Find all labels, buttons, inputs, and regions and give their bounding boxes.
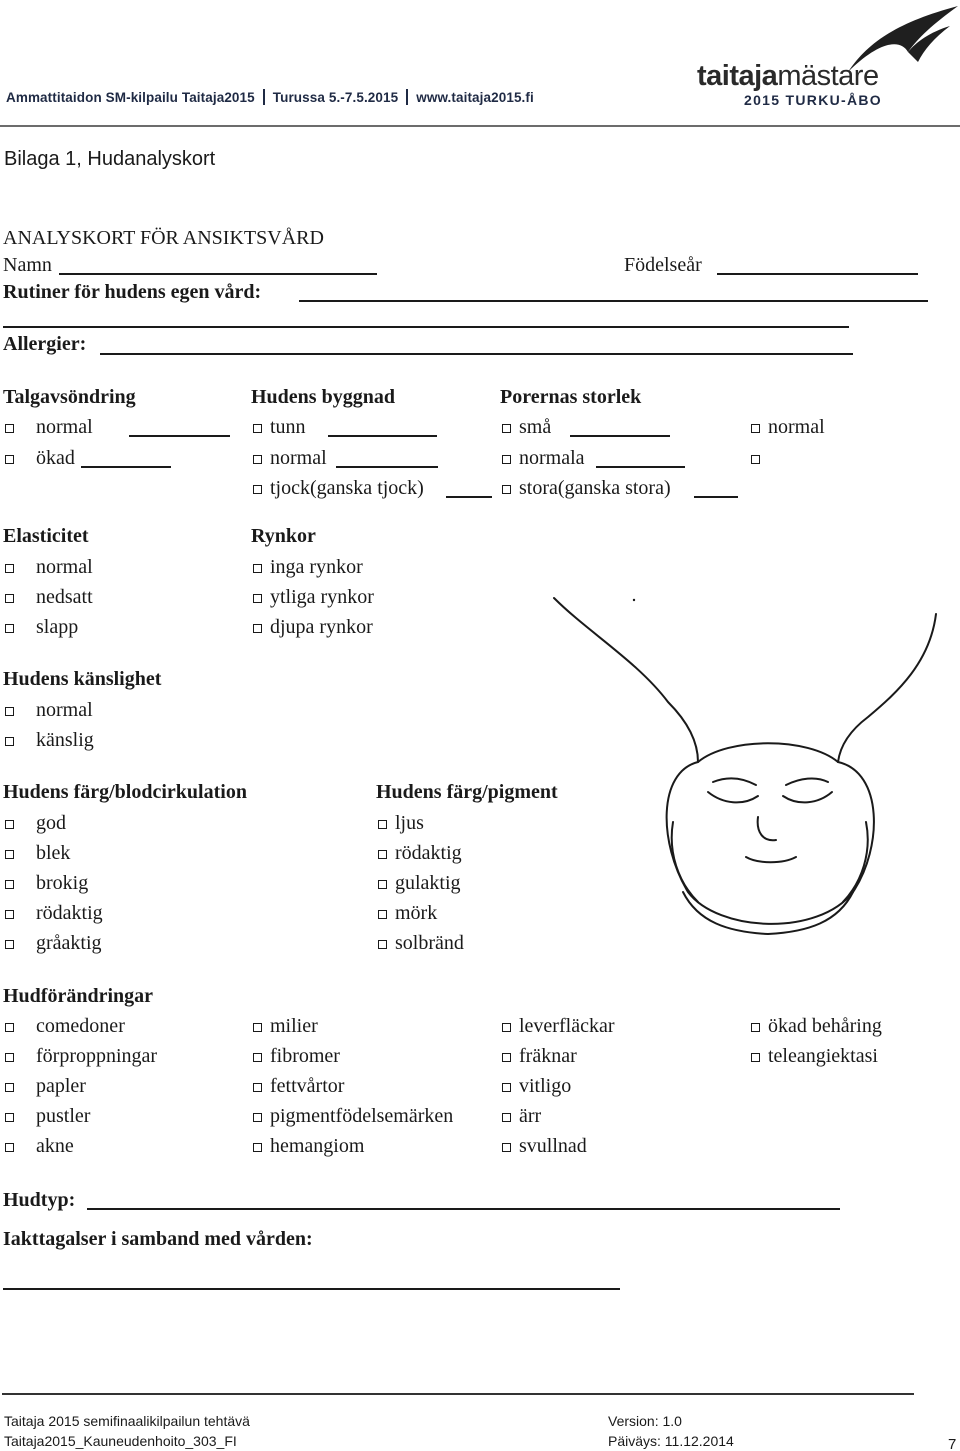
checkbox[interactable] [253, 455, 262, 464]
competition-name: Ammattitaidon SM-kilpailu Taitaja2015 [6, 90, 255, 105]
header-divider [0, 125, 960, 127]
checkbox[interactable] [253, 1143, 262, 1152]
checkbox[interactable] [378, 850, 387, 859]
pigment-option: ljus [395, 812, 424, 834]
page-number: 7 [948, 1436, 957, 1451]
checkbox[interactable] [5, 707, 14, 716]
checkbox[interactable] [5, 564, 14, 573]
competition-info [6, 89, 534, 105]
checkbox[interactable] [253, 1113, 262, 1122]
checkbox[interactable] [253, 624, 262, 633]
checkbox[interactable] [253, 594, 262, 603]
divider [263, 89, 265, 105]
checkbox[interactable] [253, 1053, 262, 1062]
logo-subtitle: 2015 TURKU-ÅBO [744, 92, 882, 108]
note-field[interactable] [81, 466, 171, 468]
checkbox[interactable] [502, 1053, 511, 1062]
skin-change-option: hemangiom [270, 1135, 365, 1157]
skin-change-option: pigmentfödelsemärken [270, 1105, 454, 1127]
checkbox[interactable] [5, 737, 14, 746]
checkbox[interactable] [253, 424, 262, 433]
checkbox[interactable] [5, 624, 14, 633]
skin-change-option: pustler [36, 1105, 91, 1127]
wrinkles-heading: Rynkor [251, 525, 316, 547]
note-field[interactable] [694, 496, 738, 498]
routines-field[interactable] [299, 300, 928, 302]
pigment-option: mörk [395, 902, 438, 924]
allergies-field[interactable] [100, 353, 853, 355]
checkbox[interactable] [5, 940, 14, 949]
checkbox[interactable] [5, 880, 14, 889]
logo-wordmark: taitajamästare [697, 60, 879, 92]
birthyear-field[interactable] [717, 273, 918, 275]
footer-version: Version: 1.0 [608, 1413, 682, 1429]
pore-heading: Porernas storlek [500, 386, 642, 408]
circulation-option: rödaktig [36, 902, 103, 924]
skin-type-label: Hudtyp: [3, 1189, 76, 1211]
skin-changes-heading: Hudförändringar [3, 985, 154, 1007]
sensitivity-heading: Hudens känslighet [3, 668, 162, 690]
competition-website: www.taitaja2015.fi [416, 90, 534, 105]
note-field[interactable] [446, 496, 492, 498]
sebum-option: normal [36, 416, 93, 438]
checkbox[interactable] [5, 1053, 14, 1062]
structure-heading: Hudens byggnad [251, 386, 395, 408]
checkbox[interactable] [5, 1143, 14, 1152]
checkbox[interactable] [5, 850, 14, 859]
wrinkles-option: inga rynkor [270, 556, 363, 578]
checkbox[interactable] [5, 910, 14, 919]
skin-change-option: teleangiektasi [768, 1045, 878, 1067]
pore-option: normala [519, 447, 585, 469]
observations-field[interactable] [3, 1288, 620, 1290]
checkbox[interactable] [751, 424, 760, 433]
skin-change-option: ärr [519, 1105, 542, 1127]
checkbox[interactable] [5, 455, 14, 464]
skin-change-option: vitligo [519, 1075, 572, 1097]
elasticity-option: slapp [36, 616, 79, 638]
skin-change-option: ökad behåring [768, 1015, 882, 1037]
note-field[interactable] [336, 466, 438, 468]
skin-change-option: fräknar [519, 1045, 577, 1067]
structure-option: tjock(ganska tjock) [270, 477, 424, 499]
circulation-heading: Hudens färg/blodcirkulation [3, 781, 247, 803]
pigment-option: solbränd [395, 932, 464, 954]
sebum-heading: Talgavsöndring [3, 386, 136, 408]
footer-divider [2, 1393, 914, 1395]
elasticity-heading: Elasticitet [3, 525, 89, 547]
checkbox[interactable] [751, 1023, 760, 1032]
card-title: ANALYSKORT FÖR ANSIKTSVÅRD [3, 227, 324, 249]
name-field[interactable] [59, 273, 377, 275]
checkbox[interactable] [378, 910, 387, 919]
wrinkles-option: ytliga rynkor [270, 586, 374, 608]
checkbox[interactable] [5, 1083, 14, 1092]
checkbox[interactable] [253, 1023, 262, 1032]
footer-file: Taitaja2015_Kauneudenhoito_303_FI [4, 1433, 237, 1449]
note-field[interactable] [570, 435, 670, 437]
checkbox[interactable] [253, 485, 262, 494]
checkbox[interactable] [5, 594, 14, 603]
competition-location: Turussa 5.-7.5.2015 [272, 90, 399, 105]
skin-change-option: milier [270, 1015, 318, 1037]
skin-change-option: fettvårtor [270, 1075, 345, 1097]
sebum-option: ökad [36, 447, 75, 469]
elasticity-option: nedsatt [36, 586, 93, 608]
checkbox[interactable] [253, 1083, 262, 1092]
note-field[interactable] [328, 435, 437, 437]
checkbox[interactable] [253, 564, 262, 573]
checkbox[interactable] [5, 424, 14, 433]
footer-task: Taitaja 2015 semifinaalikilpailun tehtävä [4, 1413, 250, 1429]
checkbox[interactable] [502, 424, 511, 433]
routines-label: Rutiner för hudens egen vård: [3, 281, 262, 303]
elasticity-option: normal [36, 556, 93, 578]
pigment-heading: Hudens färg/pigment [376, 781, 558, 803]
name-label: Namn [3, 254, 52, 276]
skin-change-option: fibromer [270, 1045, 340, 1067]
checkbox[interactable] [378, 940, 387, 949]
skin-change-option: comedoner [36, 1015, 125, 1037]
skin-change-option: förproppningar [36, 1045, 158, 1067]
checkbox[interactable] [5, 1023, 14, 1032]
circulation-option: brokig [36, 872, 89, 894]
note-field[interactable] [129, 435, 230, 437]
structure-option: normal [270, 447, 327, 469]
face-sketch-icon [548, 592, 948, 972]
checkbox[interactable] [5, 1113, 14, 1122]
checkbox[interactable] [751, 1053, 760, 1062]
appendix-title: Bilaga 1, Hudanalyskort [4, 148, 216, 170]
checkbox[interactable] [502, 1113, 511, 1122]
page-header [0, 0, 960, 128]
checkbox[interactable] [502, 1143, 511, 1152]
footer-date: Päiväys: 11.12.2014 [608, 1433, 734, 1449]
pigment-option: gulaktig [395, 872, 461, 894]
structure-option: tunn [270, 416, 306, 438]
divider [406, 89, 408, 105]
checkbox[interactable] [502, 1083, 511, 1092]
pore-option: små [519, 416, 552, 438]
checkbox[interactable] [502, 485, 511, 494]
checkbox[interactable] [378, 880, 387, 889]
circulation-option: god [36, 812, 66, 834]
birthyear-label: Födelseår [624, 254, 702, 276]
circulation-option: blek [36, 842, 71, 864]
sensitivity-option: normal [36, 699, 93, 721]
routines-field-line2[interactable] [3, 326, 849, 328]
checkbox[interactable] [5, 820, 14, 829]
observations-label: Iakttagalser i samband med vården: [3, 1228, 313, 1250]
note-field[interactable] [596, 466, 685, 468]
checkbox[interactable] [378, 820, 387, 829]
checkbox[interactable] [502, 1023, 511, 1032]
circulation-option: gråaktig [36, 932, 102, 954]
sensitivity-option: känslig [36, 729, 94, 751]
allergies-label: Allergier: [3, 333, 87, 355]
skin-change-option: akne [36, 1135, 74, 1157]
skin-change-option: papler [36, 1075, 86, 1097]
checkbox[interactable] [751, 455, 760, 464]
pore-option: stora(ganska stora) [519, 477, 671, 499]
extra-option: normal [768, 416, 825, 438]
wrinkles-option: djupa rynkor [270, 616, 373, 638]
pigment-option: rödaktig [395, 842, 462, 864]
skin-change-option: leverfläckar [519, 1015, 615, 1037]
checkbox[interactable] [502, 455, 511, 464]
skin-type-field[interactable] [87, 1208, 840, 1210]
skin-change-option: svullnad [519, 1135, 587, 1157]
